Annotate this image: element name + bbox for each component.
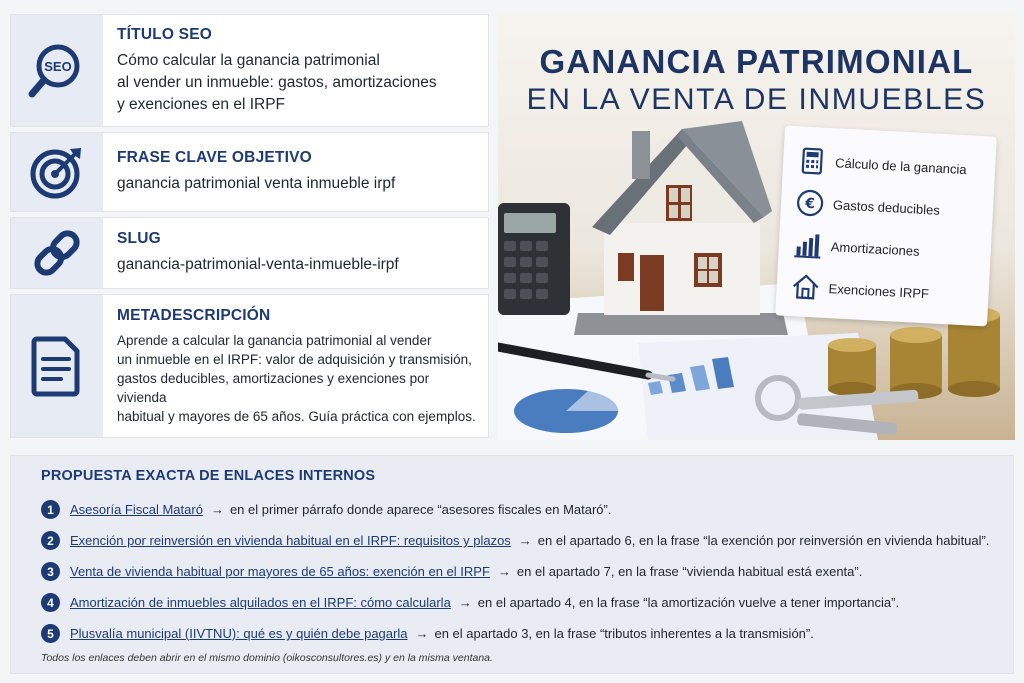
features-card xyxy=(775,126,997,327)
target-icon xyxy=(28,143,86,201)
seo-magnifier-icon xyxy=(26,40,88,102)
slug-card xyxy=(10,217,489,289)
house-icon xyxy=(790,271,822,303)
links-footnote: Todos los enlaces deben abrir en el mismo dominio (oikosconsultores.es) y en la misma ventana. xyxy=(41,652,493,664)
keyword-text: ganancia patrimonial venta inmueble irpf xyxy=(117,175,396,192)
keyword-heading: FRASE CLAVE OBJETIVO xyxy=(117,149,312,166)
seo-title-card xyxy=(10,14,489,127)
link-number-badge: 4 xyxy=(41,593,60,612)
arrow-right-icon: → xyxy=(518,533,532,548)
hero-title-line2: EN LA VENTA DE INMUEBLES xyxy=(526,83,987,116)
link-item xyxy=(41,587,1013,618)
svg-text:SEO: SEO xyxy=(44,58,72,74)
link-number-badge: 2 xyxy=(41,531,60,550)
internal-link[interactable]: Exención por reinversión en vivienda habitual en el IRPF: requisitos y plazos xyxy=(70,533,511,548)
link-number-badge: 3 xyxy=(41,562,60,581)
link-item xyxy=(41,494,1013,525)
link-item xyxy=(41,556,1013,587)
link-context: en el apartado 6, en la frase “la exención por reinversión en vivienda habitual”. xyxy=(537,533,990,548)
link-item xyxy=(41,618,1013,649)
hero-illustration xyxy=(498,13,1015,440)
feature-label: Gastos deducibles xyxy=(832,196,941,218)
feature-item xyxy=(794,182,984,232)
feature-item xyxy=(790,266,980,316)
seo-title-text: Cómo calcular la ganancia patrimonial al vender un inmueble: gastos, amortizaciones y exenciones en el IRPF xyxy=(117,51,437,113)
calculator-icon xyxy=(797,145,829,177)
internal-link[interactable]: Venta de vivienda habitual por mayores de 65 años: exención en el IRPF xyxy=(70,564,490,579)
internal-link[interactable]: Amortización de inmuebles alquilados en el IRPF: cómo calcularla xyxy=(70,595,451,610)
svg-text:€: € xyxy=(804,195,816,213)
feature-label: Amortizaciones xyxy=(830,238,921,259)
internal-links-title: PROPUESTA EXACTA DE ENLACES INTERNOS xyxy=(41,468,376,484)
keyword-card xyxy=(10,132,489,212)
feature-item xyxy=(792,224,982,274)
internal-link[interactable]: Asesoría Fiscal Mataró xyxy=(70,502,203,517)
keyword-icon-panel xyxy=(11,133,103,211)
feature-label: Cálculo de la ganancia xyxy=(834,154,968,177)
link-context: en el primer párrafo donde aparece “asesores fiscales en Mataró”. xyxy=(229,502,612,517)
link-icon xyxy=(29,225,85,281)
link-number-badge: 1 xyxy=(41,500,60,519)
document-icon xyxy=(31,335,83,397)
internal-links-panel xyxy=(10,455,1014,674)
seo-icon-panel xyxy=(11,15,103,126)
link-item xyxy=(41,525,1013,556)
link-context: en el apartado 3, en la frase “tributos inherentes a la transmisión”. xyxy=(434,626,814,641)
seo-title-heading: TÍTULO SEO xyxy=(117,25,212,43)
feature-label: Exenciones IRPF xyxy=(828,280,930,301)
hero-title-line1: GANANCIA PATRIMONIAL xyxy=(539,43,974,80)
feature-item xyxy=(796,140,986,190)
link-context: en el apartado 7, en la frase “vivienda habitual está exenta”. xyxy=(516,564,863,579)
link-number-badge: 5 xyxy=(41,624,60,643)
slug-heading: SLUG xyxy=(117,230,161,247)
meta-description-card xyxy=(10,294,489,438)
internal-link[interactable]: Plusvalía municipal (IIVTNU): qué es y quién debe pagarla xyxy=(70,626,408,641)
bar-chart-icon xyxy=(792,229,824,261)
slug-icon-panel xyxy=(11,218,103,288)
arrow-right-icon: → xyxy=(458,595,472,610)
slug-text: ganancia-patrimonial-venta-inmueble-irpf xyxy=(117,256,399,273)
arrow-right-icon: → xyxy=(497,564,511,579)
meta-text: Aprende a calcular la ganancia patrimonial al vender un inmueble en el IRPF: valor de adquisición y transmisión, gastos deducibles, amortizaciones y exenciones por vivienda habitual y mayores de 65 años. Guía práctica con ejemplos. xyxy=(117,332,476,424)
arrow-right-icon: → xyxy=(415,626,429,641)
meta-icon-panel xyxy=(11,295,103,437)
meta-heading: METADESCRIPCIÓN xyxy=(117,306,271,324)
arrow-right-icon: → xyxy=(210,502,224,517)
euro-icon xyxy=(794,187,826,219)
link-context: en el apartado 4, en la frase “la amortización vuelve a tener importancia”. xyxy=(477,595,900,610)
